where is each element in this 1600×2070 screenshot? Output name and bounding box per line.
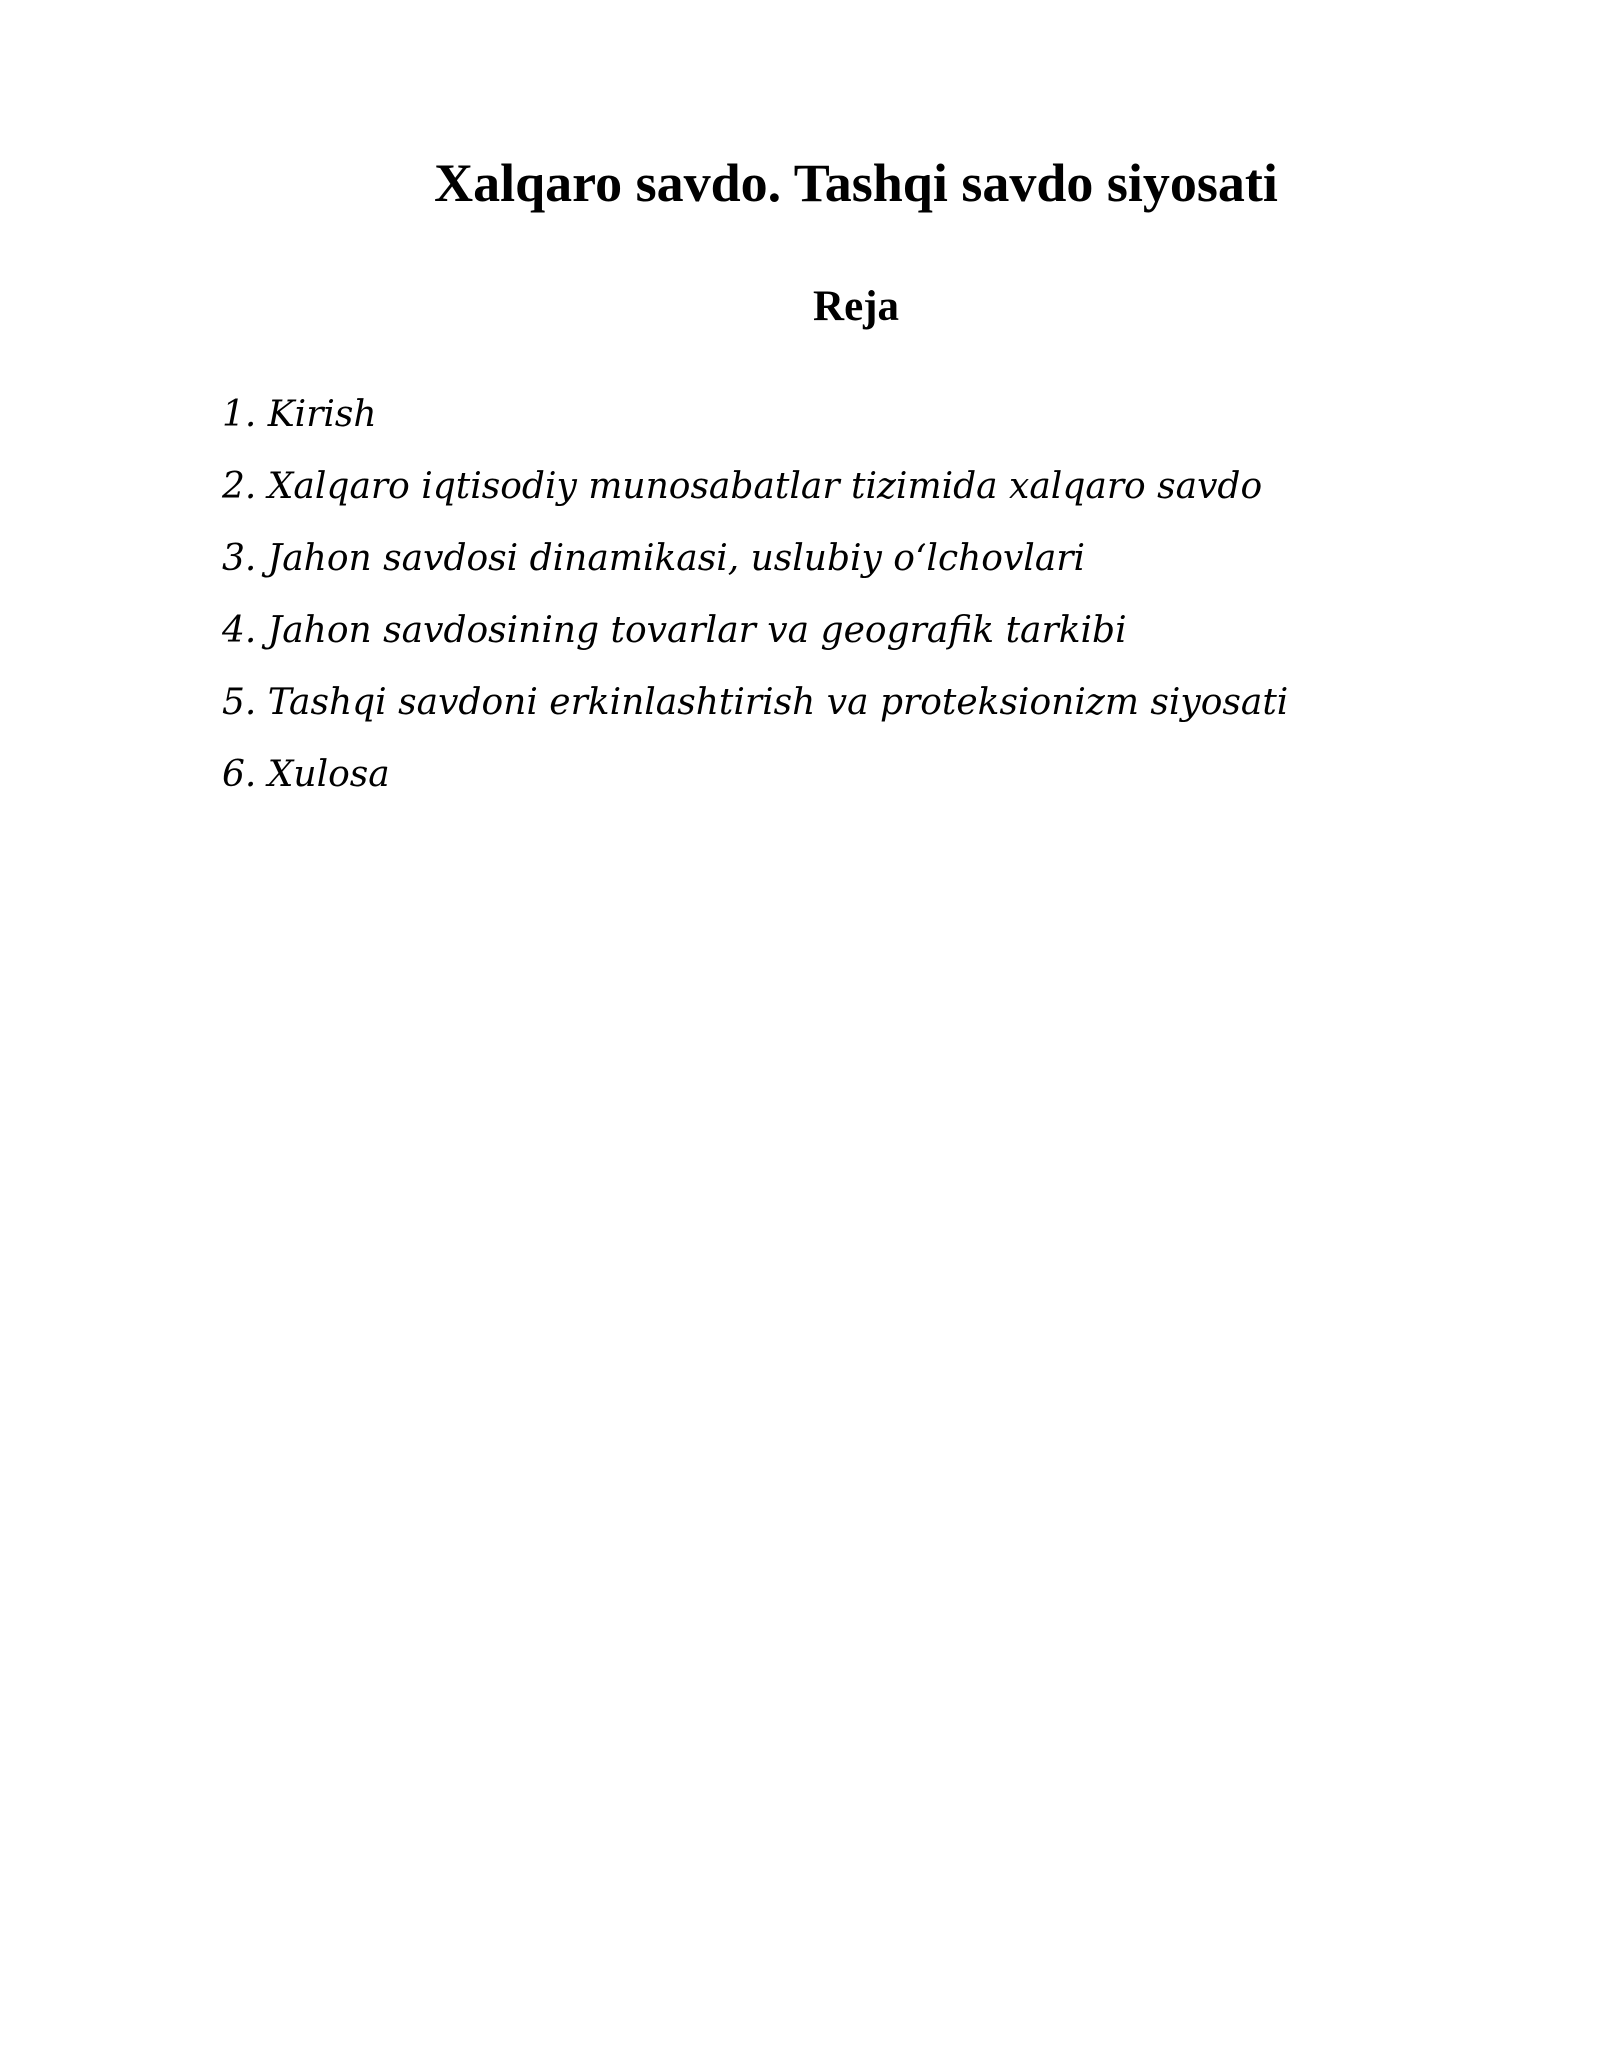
plan-item-trade-policy: 5. Tashqi savdoni erkinlashtirish va proteksionizm siyosati (222, 682, 1289, 723)
plan-heading: Reja (813, 283, 899, 330)
document-title: Xalqaro savdo. Tashqi savdo siyosati (434, 153, 1278, 213)
plan-item-international-trade: 2. Xalqaro iqtisodiy munosabatlar tizimida xalqaro savdo (222, 466, 1263, 507)
plan-item-conclusion: 6. Xulosa (222, 754, 390, 795)
plan-item-introduction: 1. Kirish (222, 394, 377, 435)
plan-item-trade-structure: 4. Jahon savdosining tovarlar va geografik tarkibi (222, 610, 1127, 651)
plan-item-trade-dynamics: 3. Jahon savdosi dinamikasi, uslubiy o‘lchovlari (222, 538, 1085, 579)
plan-list (222, 390, 1288, 822)
